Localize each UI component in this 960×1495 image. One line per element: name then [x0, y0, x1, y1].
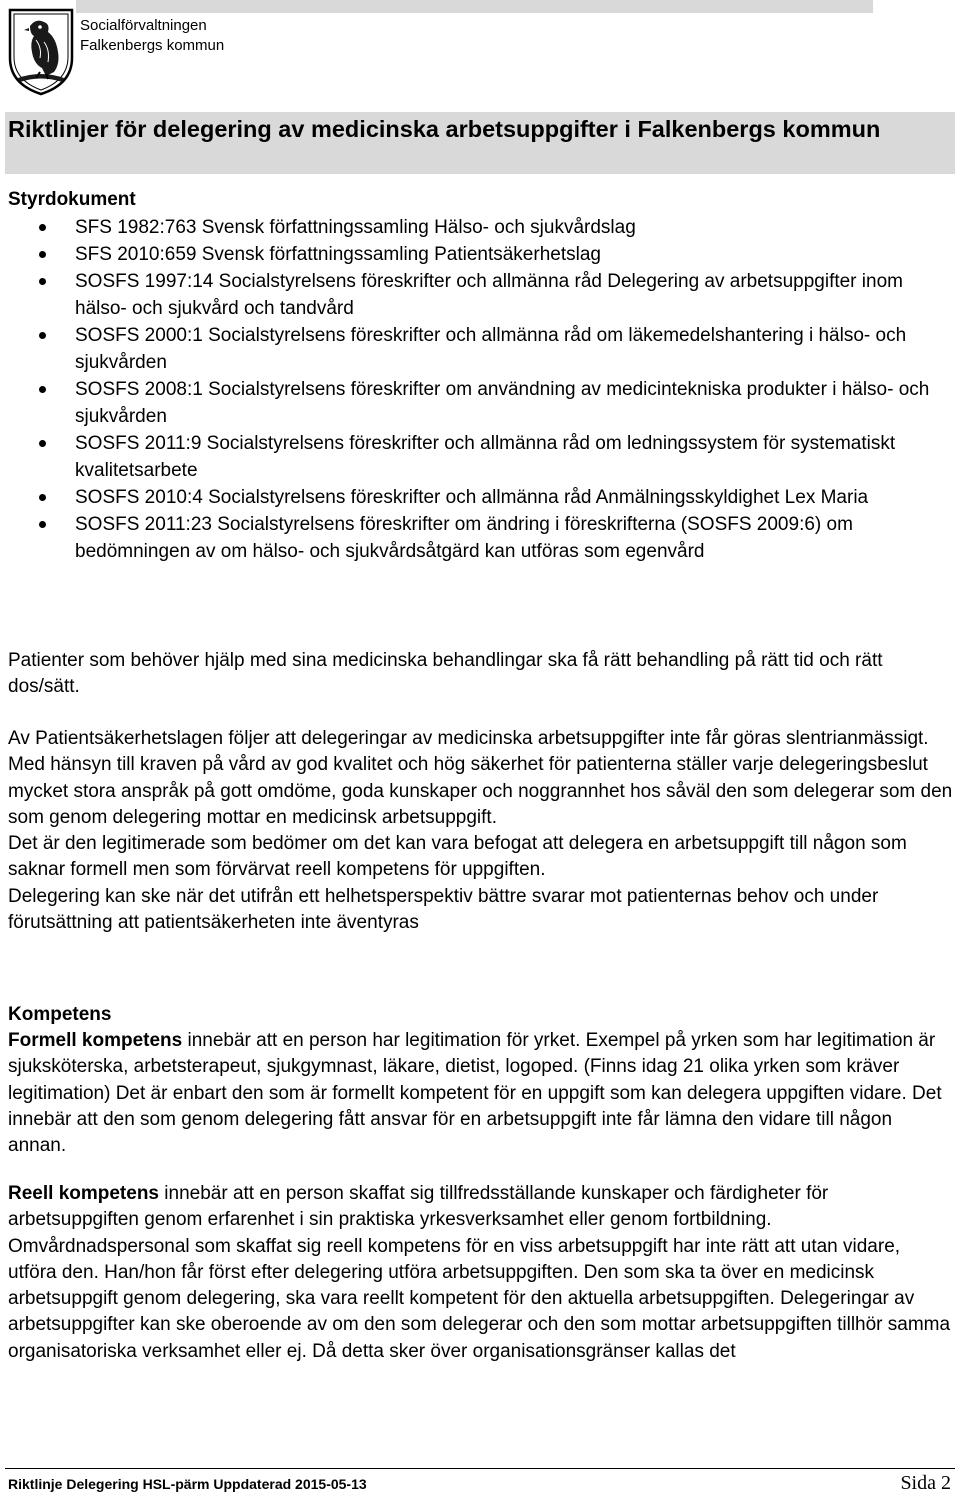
- styrdokument-heading: Styrdokument: [8, 189, 136, 210]
- page-number: Sida 2: [900, 1472, 951, 1494]
- bullet-icon: [39, 521, 46, 528]
- list-item: [8, 214, 948, 241]
- bullet-icon: [39, 494, 46, 501]
- paragraph-formell-kompetens: [8, 1028, 953, 1159]
- org-line-1: Socialförvaltningen: [80, 17, 207, 34]
- paragraph-reell-kompetens: [8, 1181, 953, 1365]
- paragraph-delegation-part-3: Delegering kan ske när det utifrån ett helhetsperspektiv bättre svarar mot patienternas behov och under förutsättning att patientsäkerheten inte äventyras: [8, 885, 879, 934]
- reell-kompetens-label: Reell kompetens: [8, 1183, 159, 1204]
- list-item-text: SFS 1982:763 Svensk författningssamling Hälso- och sjukvårdslag: [75, 217, 636, 238]
- footer-document-info: Riktlinje Delegering HSL-pärm Uppdaterad 2015-05-13: [8, 1476, 367, 1492]
- bullet-icon: [39, 278, 46, 285]
- paragraph-delegation: [8, 726, 953, 936]
- kompetens-heading: Kompetens: [8, 1004, 112, 1025]
- paragraph-delegation-part-2: Det är den legitimerade som bedömer om det kan vara befogat att delegera en arbetsuppgift till någon som saknar formell men som förvärvat reell kompetens för uppgiften.: [8, 833, 907, 881]
- list-item: [8, 430, 948, 484]
- list-item: [8, 484, 948, 511]
- list-item-text: SOSFS 2010:4 Socialstyrelsens föreskrifter och allmänna råd Anmälningsskyldighet Lex Maria: [75, 487, 869, 508]
- bullet-icon: [39, 332, 46, 339]
- list-item-text: SOSFS 2011:23 Socialstyrelsens föreskrifter om ändring i föreskrifterna (SOSFS 2009:6) om bedömningen av om hälso- och sjukvårdsåtgärd kan utföras som egenvård: [75, 514, 853, 562]
- paragraph-patients: Patienter som behöver hjälp med sina medicinska behandlingar ska få rätt behandling på rätt tid och rätt dos/sätt.: [8, 650, 883, 698]
- list-item-text: SOSFS 2011:9 Socialstyrelsens föreskrifter och allmänna råd om ledningssystem för systematiskt kvalitetsarbete: [75, 433, 896, 481]
- organization-name: [80, 16, 224, 56]
- footer-divider: [5, 1468, 955, 1469]
- list-item-text: SOSFS 1997:14 Socialstyrelsens föreskrifter och allmänna råd Delegering av arbetsuppgifter inom hälso- och sjukvård och tandvård: [75, 271, 903, 319]
- reell-kompetens-text: innebär att en person skaffat sig tillfredsställande kunskaper och färdigheter för arbetsuppgiften genom erfarenhet i sin praktiska yrkesverksamhet eller genom fortbildning. Omvårdnadspersonal som skaffat sig reell kompetens för en viss arbetsuppgift har inte rätt att utan vidare, utföra den. Han/hon får först efter delegering utföra arbetsuppgiften. Den som ska ta över en medicinsk arbetsuppgift genom delegering, ska vara reellt kompetent för den aktuella arbetsuppgiften. Delegeringar av arbetsuppgifter kan ske oberoende av om den som delegerar och den som mottar arbetsuppgiften tillhör samma organisatoriska verksamhet eller ej. Då detta sker över organisationsgränser kallas det: [8, 1183, 951, 1362]
- header-gray-bar: [76, 0, 873, 13]
- bullet-icon: [39, 224, 46, 231]
- bullet-icon: [39, 440, 46, 447]
- bullet-icon: [39, 251, 46, 258]
- paragraph-delegation-part-1: Av Patientsäkerhetslagen följer att delegeringar av medicinska arbetsuppgifter inte får göras slentrianmässigt. Med hänsyn till kraven på vård av god kvalitet och hög säkerhet för patienterna ställer varje delegeringsbeslut mycket stora anspråk på gott omdöme, goda kunskaper och noggrannhet hos såväl den som delegerar som den som genom delegering mottar en medicinsk arbetsuppgift.: [8, 728, 953, 828]
- list-item: [8, 268, 948, 322]
- list-item-text: SOSFS 2008:1 Socialstyrelsens föreskrifter om användning av medicintekniska produkter i hälso- och sjukvården: [75, 379, 930, 427]
- list-item-text: SOSFS 2000:1 Socialstyrelsens föreskrifter och allmänna råd om läkemedelshantering i hälso- och sjukvården: [75, 325, 907, 373]
- list-item: [8, 376, 948, 430]
- formell-kompetens-label: Formell kompetens: [8, 1030, 183, 1051]
- org-line-2: Falkenbergs kommun: [80, 37, 225, 54]
- list-item-text: SFS 2010:659 Svensk författningssamling Patientsäkerhetslag: [75, 244, 601, 265]
- formell-kompetens-text: innebär att en person har legitimation för yrket. Exempel på yrken som har legitimation är sjuksköterska, arbetsterapeut, sjukgymnast, läkare, dietist, logoped. (Finns idag 21 olika yrken som kräver legitimation) Det är enbart den som är formellt kompetent för en uppgift som kan delegera uppgiften vidare. Det innebär att den som genom delegering fått ansvar för en arbetsuppgift inte får lämna den vidare till någon annan.: [8, 1030, 942, 1157]
- list-item: [8, 241, 948, 268]
- document-title: Riktlinjer för delegering av medicinska arbetsuppgifter i Falkenbergs kommun: [8, 116, 881, 142]
- bullet-icon: [39, 386, 46, 393]
- list-item: [8, 511, 948, 565]
- falcon-coat-of-arms-icon: [6, 6, 76, 96]
- styrdokument-list: [8, 214, 948, 565]
- list-item: [8, 322, 948, 376]
